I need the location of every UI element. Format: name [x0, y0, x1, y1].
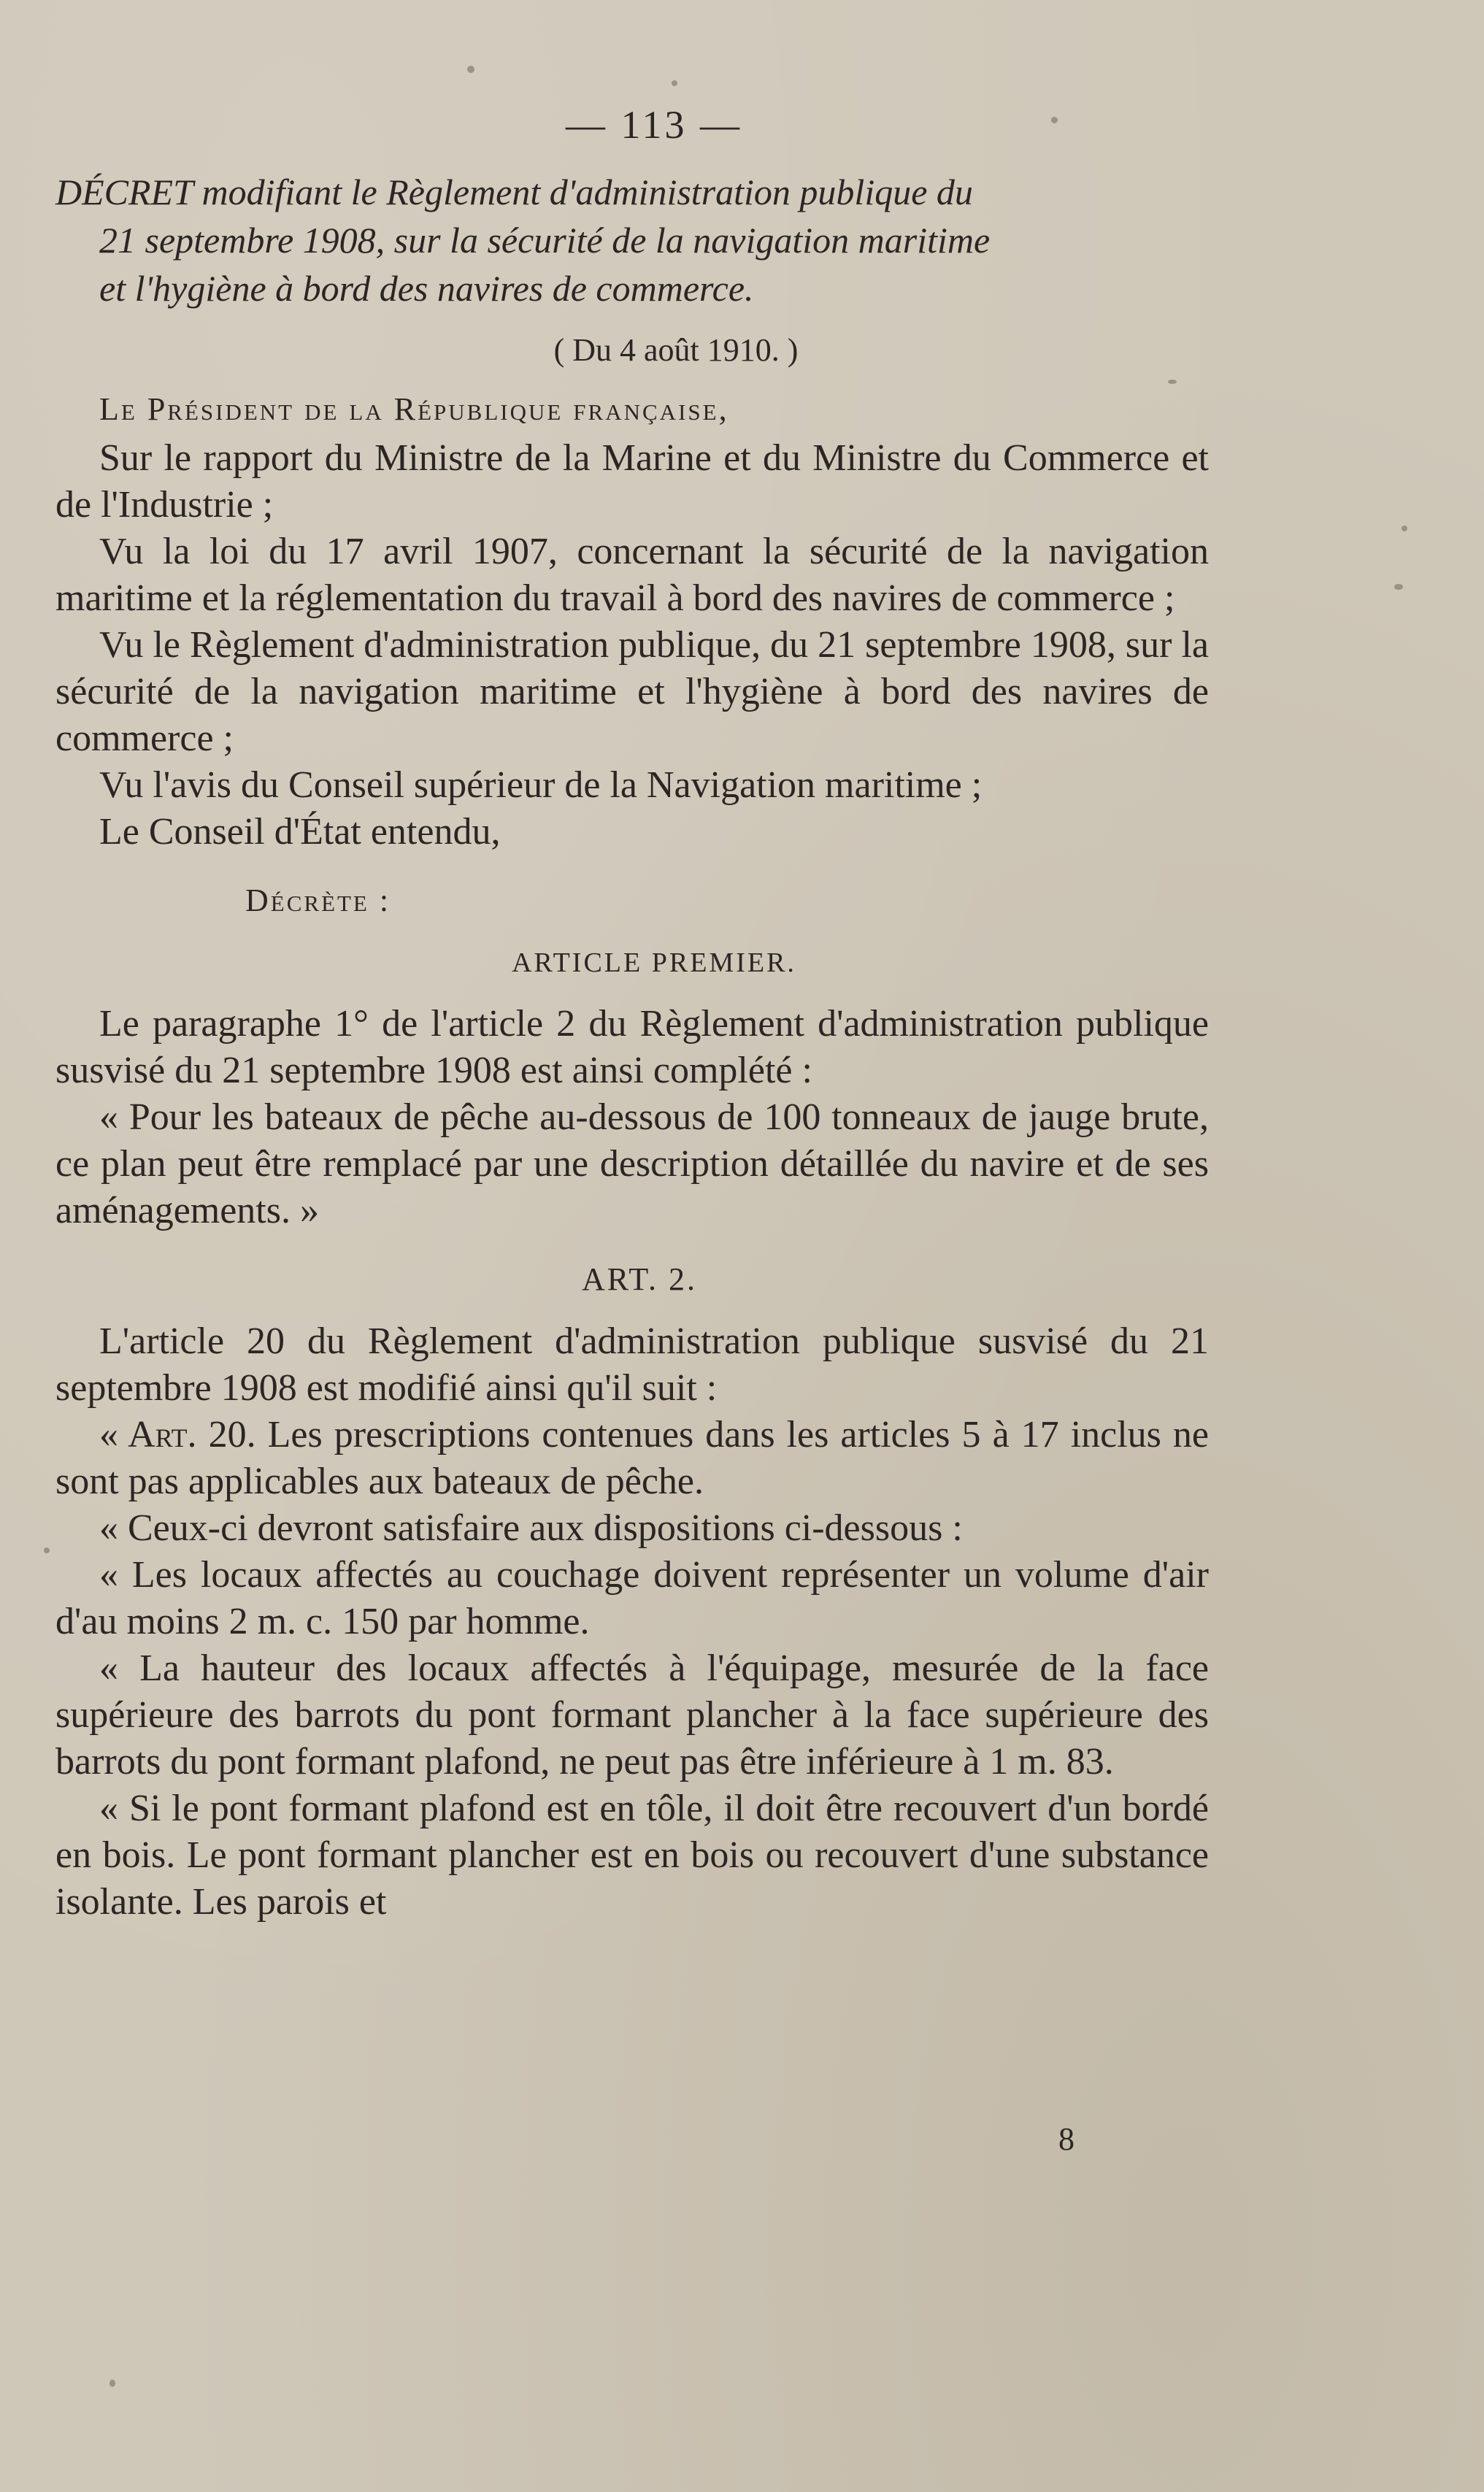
scan-speck	[1402, 526, 1407, 531]
decrete-heading: Décrète :	[245, 882, 391, 918]
preamble-paragraph: Le Conseil d'État entendu,	[99, 811, 501, 853]
scan-speck	[1394, 584, 1403, 590]
page-signature: 8	[1058, 2121, 1074, 2157]
scan-speck	[109, 2380, 115, 2387]
article-20-paragraph	[55, 1412, 1209, 1505]
article-20-prefix: « Art. 20.	[99, 1414, 256, 1455]
article-2-heading: ART. 2.	[581, 1261, 698, 1297]
preamble-paragraph: Sur le rapport du Ministre de la Marine et du Ministre du Commerce et de l'Industrie ;	[55, 437, 1209, 526]
decree-title-line-2: 21 septembre 1908, sur la sécurité de la navigation maritime	[99, 220, 991, 261]
decree-title-line-3: et l'hygiène à bord des navires de commerce.	[99, 268, 754, 309]
preamble-paragraph: Vu l'avis du Conseil supérieur de la Navigation maritime ;	[99, 764, 983, 806]
scan-speck	[44, 1547, 50, 1553]
preamble-paragraph: Vu la loi du 17 avril 1907, concernant la sécurité de la navigation maritime et la réglementation du travail à bord des navires de commerce ;	[55, 531, 1209, 619]
article-1-paragraph: « Pour les bateaux de pêche au-dessous de 100 tonneaux de jauge brute, ce plan peut être remplacé par une description détaillée du navire et de ses aménagements. »	[55, 1096, 1209, 1231]
scan-speck	[467, 66, 474, 73]
article-2-intro: L'article 20 du Règlement d'administration publique susvisé du 21 septembre 1908 est modifié ainsi qu'il suit :	[55, 1320, 1209, 1409]
article-20-text: Les prescriptions contenues dans les articles 5 à 17 inclus ne sont pas applicables aux bateaux de pêche.	[55, 1414, 1210, 1502]
decree-title-line-1: DÉCRET modifiant le Règlement d'administration publique du	[55, 172, 973, 212]
article-2-paragraph: « Ceux-ci devront satisfaire aux dispositions ci-dessous :	[99, 1507, 963, 1549]
article-1-heading: ARTICLE PREMIER.	[512, 947, 796, 978]
scan-speck	[672, 80, 677, 86]
page-number-header: — 113 —	[566, 103, 742, 147]
decree-date: ( Du 4 août 1910. )	[553, 332, 799, 368]
preamble-paragraph: Vu le Règlement d'administration publique, du 21 septembre 1908, sur la sécurité de la navigation maritime et l'hygiène à bord des navires de commerce ;	[55, 624, 1209, 759]
article-2-paragraph: « Si le pont formant plafond est en tôle, il doit être recouvert d'un bordé en bois. Le pont formant plancher est en bois ou recouvert d'une substance isolante. Les parois et	[55, 1788, 1209, 1923]
article-2-paragraph: « Les locaux affectés au couchage doivent représenter un volume d'air d'au moins 2 m. c. 150 par homme.	[55, 1554, 1209, 1642]
president-heading: Le Président de la République française,	[99, 391, 729, 427]
decree-title	[55, 168, 1209, 312]
article-1-paragraph: Le paragraphe 1° de l'article 2 du Règlement d'administration publique susvisé du 21 septembre 1908 est ainsi complété :	[55, 1003, 1209, 1091]
article-2-paragraph: « La hauteur des locaux affectés à l'équipage, mesurée de la face supérieure des barrots du pont formant plancher à la face supérieure des barrots du pont formant plafond, ne peut pas être inférieure à 1 m. 83.	[55, 1647, 1209, 1783]
document-page	[55, 102, 1209, 1926]
